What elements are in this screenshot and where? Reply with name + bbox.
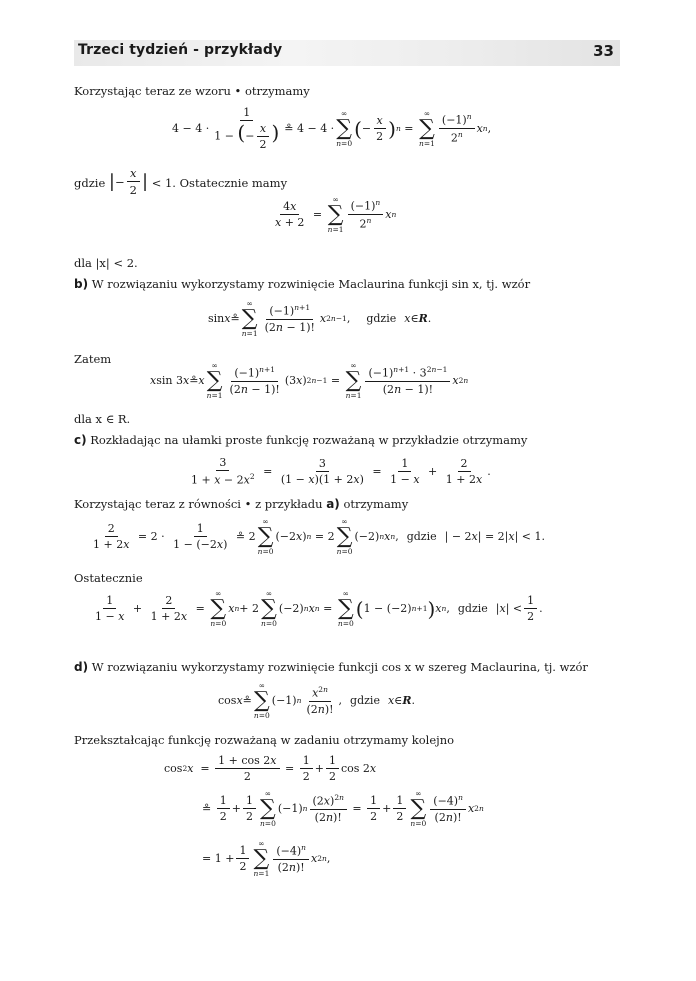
text-line: Ostatecznie <box>74 571 143 585</box>
equation-6: $\frac{2}{1 + 2x}$ = 2 · 1 1 − (−2x) ≗ 2 ∞ ∑ n=0 (−2 x ) n = 2 ∞ ∑ n=0 (−2) n x n , gdzie | − 2 x | = 2| x | < 1. <box>93 517 546 556</box>
equation-5: $\frac{3}{1 + x - 2x^2}$ = $\frac{3}{(1 - x)(1 + 2x)}$ = $\frac{1}{1 - x}$ + $\frac{2}{1 + 2x}$ . <box>191 456 491 487</box>
chapter-title: Trzeci tydzień - przykłady <box>78 42 283 58</box>
text-line: Przekształcając funkcję rozważaną w zadaniu otrzymamy kolejno <box>74 733 455 747</box>
text-line-with-math: gdzie | − x 2 | < 1. Ostatecznie mamy <box>74 166 288 197</box>
equation-9-line-1: cos 2 x = $\frac{1 + \cos 2x}{2}$ = $\frac{1}{2}$ + 1 2 cos 2 x <box>164 754 377 783</box>
equation-9-line-2: ≗ 1 2 + 1 2 ∞ ∑ n=0 (−1) n $\frac{(2x)^{2n}}{(2n)!}$ = $\frac{1}{2}$ + 1 2 ∞ ∑ n=0 $(-4)^n$ (2n)! x 2n <box>202 789 484 828</box>
equation-4: x sin 3 x ≗ x ∞ ∑ n=1 $(-1)^{n+1}$ (2n − 1)! (3 x ) 2n−1 = ∞ ∑ n=1 $(-1)^{n+1} \cdot 3^{2n-1}$ (2n − 1)! x 2n <box>150 361 469 400</box>
text-line: c) Rozkładając na ułamki proste funkcję rozważaną w przykładzie otrzymamy <box>74 433 528 447</box>
text-line: dla |x| < 2. <box>74 256 138 270</box>
text-line: Korzystając teraz ze wzoru • otrzymamy <box>74 84 310 98</box>
text-line: Korzystając teraz z równości • z przykładu a) otrzymamy <box>74 497 409 511</box>
equation-9-line-3: = 1 + 1 2 ∞ ∑ n=1 $(-4)^n$ (2n)! x 2n , <box>202 839 331 878</box>
equation-7: 1 1 − x + $\frac{2}{1 + 2x}$ = ∞ ∑ n=0 x n + 2 ∞ ∑ n=0 (−2) n x n = ∞ ∑ n=0 ( 1 − (−2) n+1 ) x n , gdzie | x | < 1 2 . <box>95 589 543 628</box>
page-number: 33 <box>593 42 614 60</box>
equation-1: 4 − 4 · 1 1 − (− $\frac{x}{2}$ ) ≗ 4 − 4 · ∞ ∑ n=0 ( − x 2 ) n = ∞ ∑ n=1 $(-1)^n$ 2$^n$ x n , <box>172 106 492 151</box>
equation-8: cos x ≗ ∞ ∑ n=0 (−1) n $x^{2n}$ (2n)! , gdzie x ∈ R . <box>218 681 415 720</box>
text-line: Zatem <box>74 352 112 366</box>
text-line: dla x ∈ R. <box>74 412 131 426</box>
text-line: d) W rozwiązaniu wykorzystamy rozwinięcie funkcji cos x w szereg Maclaurina, tj. wzór <box>74 660 588 674</box>
page-header <box>74 40 620 66</box>
equation-3: sin x ≗ ∞ ∑ n=1 $(-1)^{n+1}$ (2n − 1)! x 2n−1 , gdzie x ∈ R . <box>208 299 432 338</box>
equation-2: $\frac{4x}{x + 2}$ = ∞ ∑ n=1 $(-1)^n$ 2$^n$ x n <box>275 195 397 234</box>
text-line: b) W rozwiązaniu wykorzystamy rozwinięcie Maclaurina funkcji sin x, tj. wzór <box>74 277 531 291</box>
